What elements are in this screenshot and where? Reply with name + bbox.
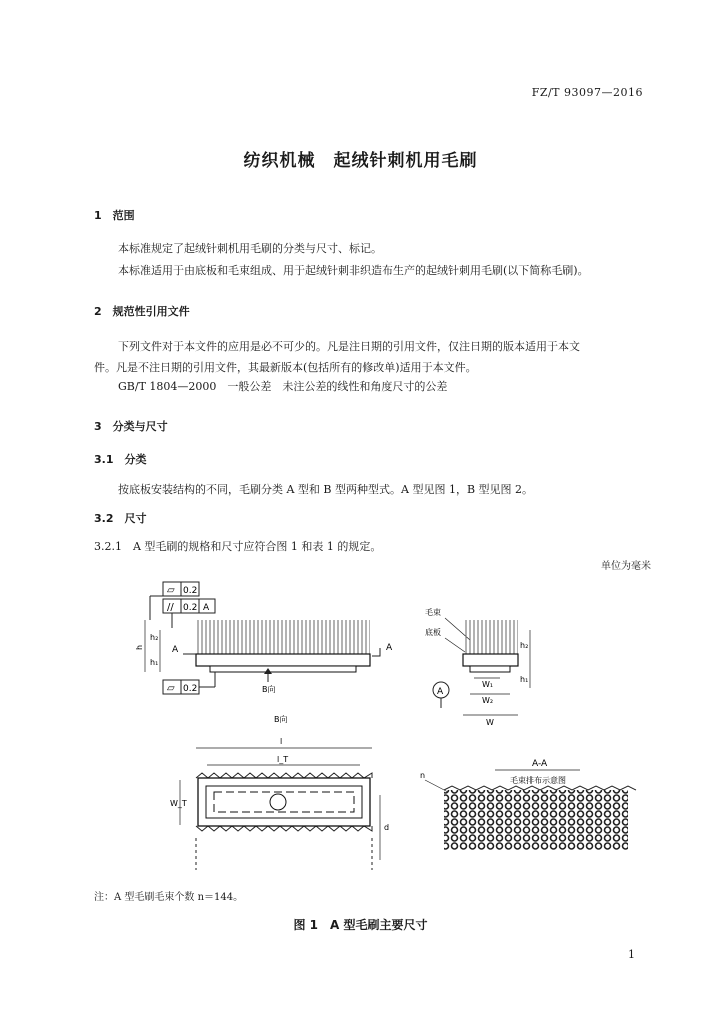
- dim-w: W: [486, 718, 494, 727]
- flatness-tolerance-2: 0.2: [183, 684, 198, 694]
- dim-w1: W₁: [482, 680, 494, 689]
- section-3-1-heading: 3.1 分类: [94, 453, 147, 466]
- label-plate: 底板: [425, 628, 441, 637]
- tuft-diagram-label: 毛束排布示意图: [510, 776, 566, 785]
- standard-number: FZ/T 93097—2016: [531, 86, 643, 99]
- flatness-icon-2: ▱: [167, 683, 175, 694]
- label-tuft: 毛束: [425, 608, 441, 617]
- b-view-arrow-label: B向: [262, 685, 276, 694]
- dim-n: n: [420, 771, 426, 780]
- side-view: [425, 607, 530, 727]
- section-mark-right: A: [386, 643, 393, 653]
- dim-d: d: [384, 823, 390, 832]
- parallelism-tolerance: 0.2: [183, 603, 198, 613]
- section-1-heading: 1 范围: [94, 209, 135, 222]
- figure-1-drawing: [0, 570, 721, 900]
- unit-note: 单位为毫米: [601, 561, 651, 572]
- page-number: 1: [628, 948, 635, 961]
- dim-lt: l_T: [277, 755, 289, 764]
- dim-h: h: [135, 644, 144, 650]
- dim-h2: h₂: [150, 633, 159, 642]
- section-2-reference: GB/T 1804—2000 一般公差 未注公差的线性和角度尺寸的公差: [118, 380, 448, 393]
- section-1-paragraph-1: 本标准规定了起绒针刺机用毛刷的分类与尺寸、标记。: [118, 242, 382, 255]
- section-3-1-paragraph: 按底板安装结构的不同，毛刷分类 A 型和 B 型两种型式。A 型见图 1，B 型见图 2。: [118, 483, 534, 496]
- section-3-heading: 3 分类与尺寸: [94, 420, 168, 433]
- dim-side-h1: h₁: [520, 675, 529, 684]
- parallelism-datum: A: [203, 603, 210, 613]
- figure-caption: 图 1 A 型毛刷主要尺寸: [293, 918, 428, 932]
- dim-l: l: [280, 737, 283, 746]
- b-view-title: B向: [274, 715, 288, 724]
- section-3-2-1-text: 3.2.1 A 型毛刷的规格和尺寸应符合图 1 和表 1 的规定。: [94, 540, 382, 553]
- section-2-paragraph-1b: 件。凡是不注日期的引用文件，其最新版本(包括所有的修改单)适用于本文件。: [94, 361, 477, 374]
- dim-side-h2: h₂: [520, 641, 529, 650]
- tuft-pattern-view: [420, 759, 636, 850]
- section-aa-label: A-A: [532, 759, 548, 769]
- dim-wt: W_T: [170, 799, 187, 808]
- bottom-view: [170, 737, 389, 870]
- datum-a-circle: A: [437, 687, 444, 697]
- section-mark-left: A: [172, 645, 179, 655]
- parallelism-icon: //: [167, 602, 174, 613]
- flatness-tolerance: 0.2: [183, 586, 198, 596]
- document-title: 纺织机械 起绒针刺机用毛刷: [243, 151, 478, 171]
- flatness-icon: ▱: [167, 585, 175, 596]
- front-view: [135, 582, 393, 724]
- dim-h1: h₁: [150, 658, 159, 667]
- section-1-paragraph-2: 本标准适用于由底板和毛束组成、用于起绒针刺非织造布生产的起绒针刺用毛刷(以下简称毛刷)。: [118, 264, 589, 277]
- dim-w2: W₂: [482, 696, 494, 705]
- section-2-paragraph-1a: 下列文件对于本文件的应用是必不可少的。凡是注日期的引用文件，仅注日期的版本适用于本文: [118, 340, 580, 353]
- section-2-heading: 2 规范性引用文件: [94, 305, 190, 318]
- section-3-2-heading: 3.2 尺寸: [94, 512, 147, 525]
- figure-note: 注：A 型毛刷毛束个数 n＝144。: [94, 892, 244, 903]
